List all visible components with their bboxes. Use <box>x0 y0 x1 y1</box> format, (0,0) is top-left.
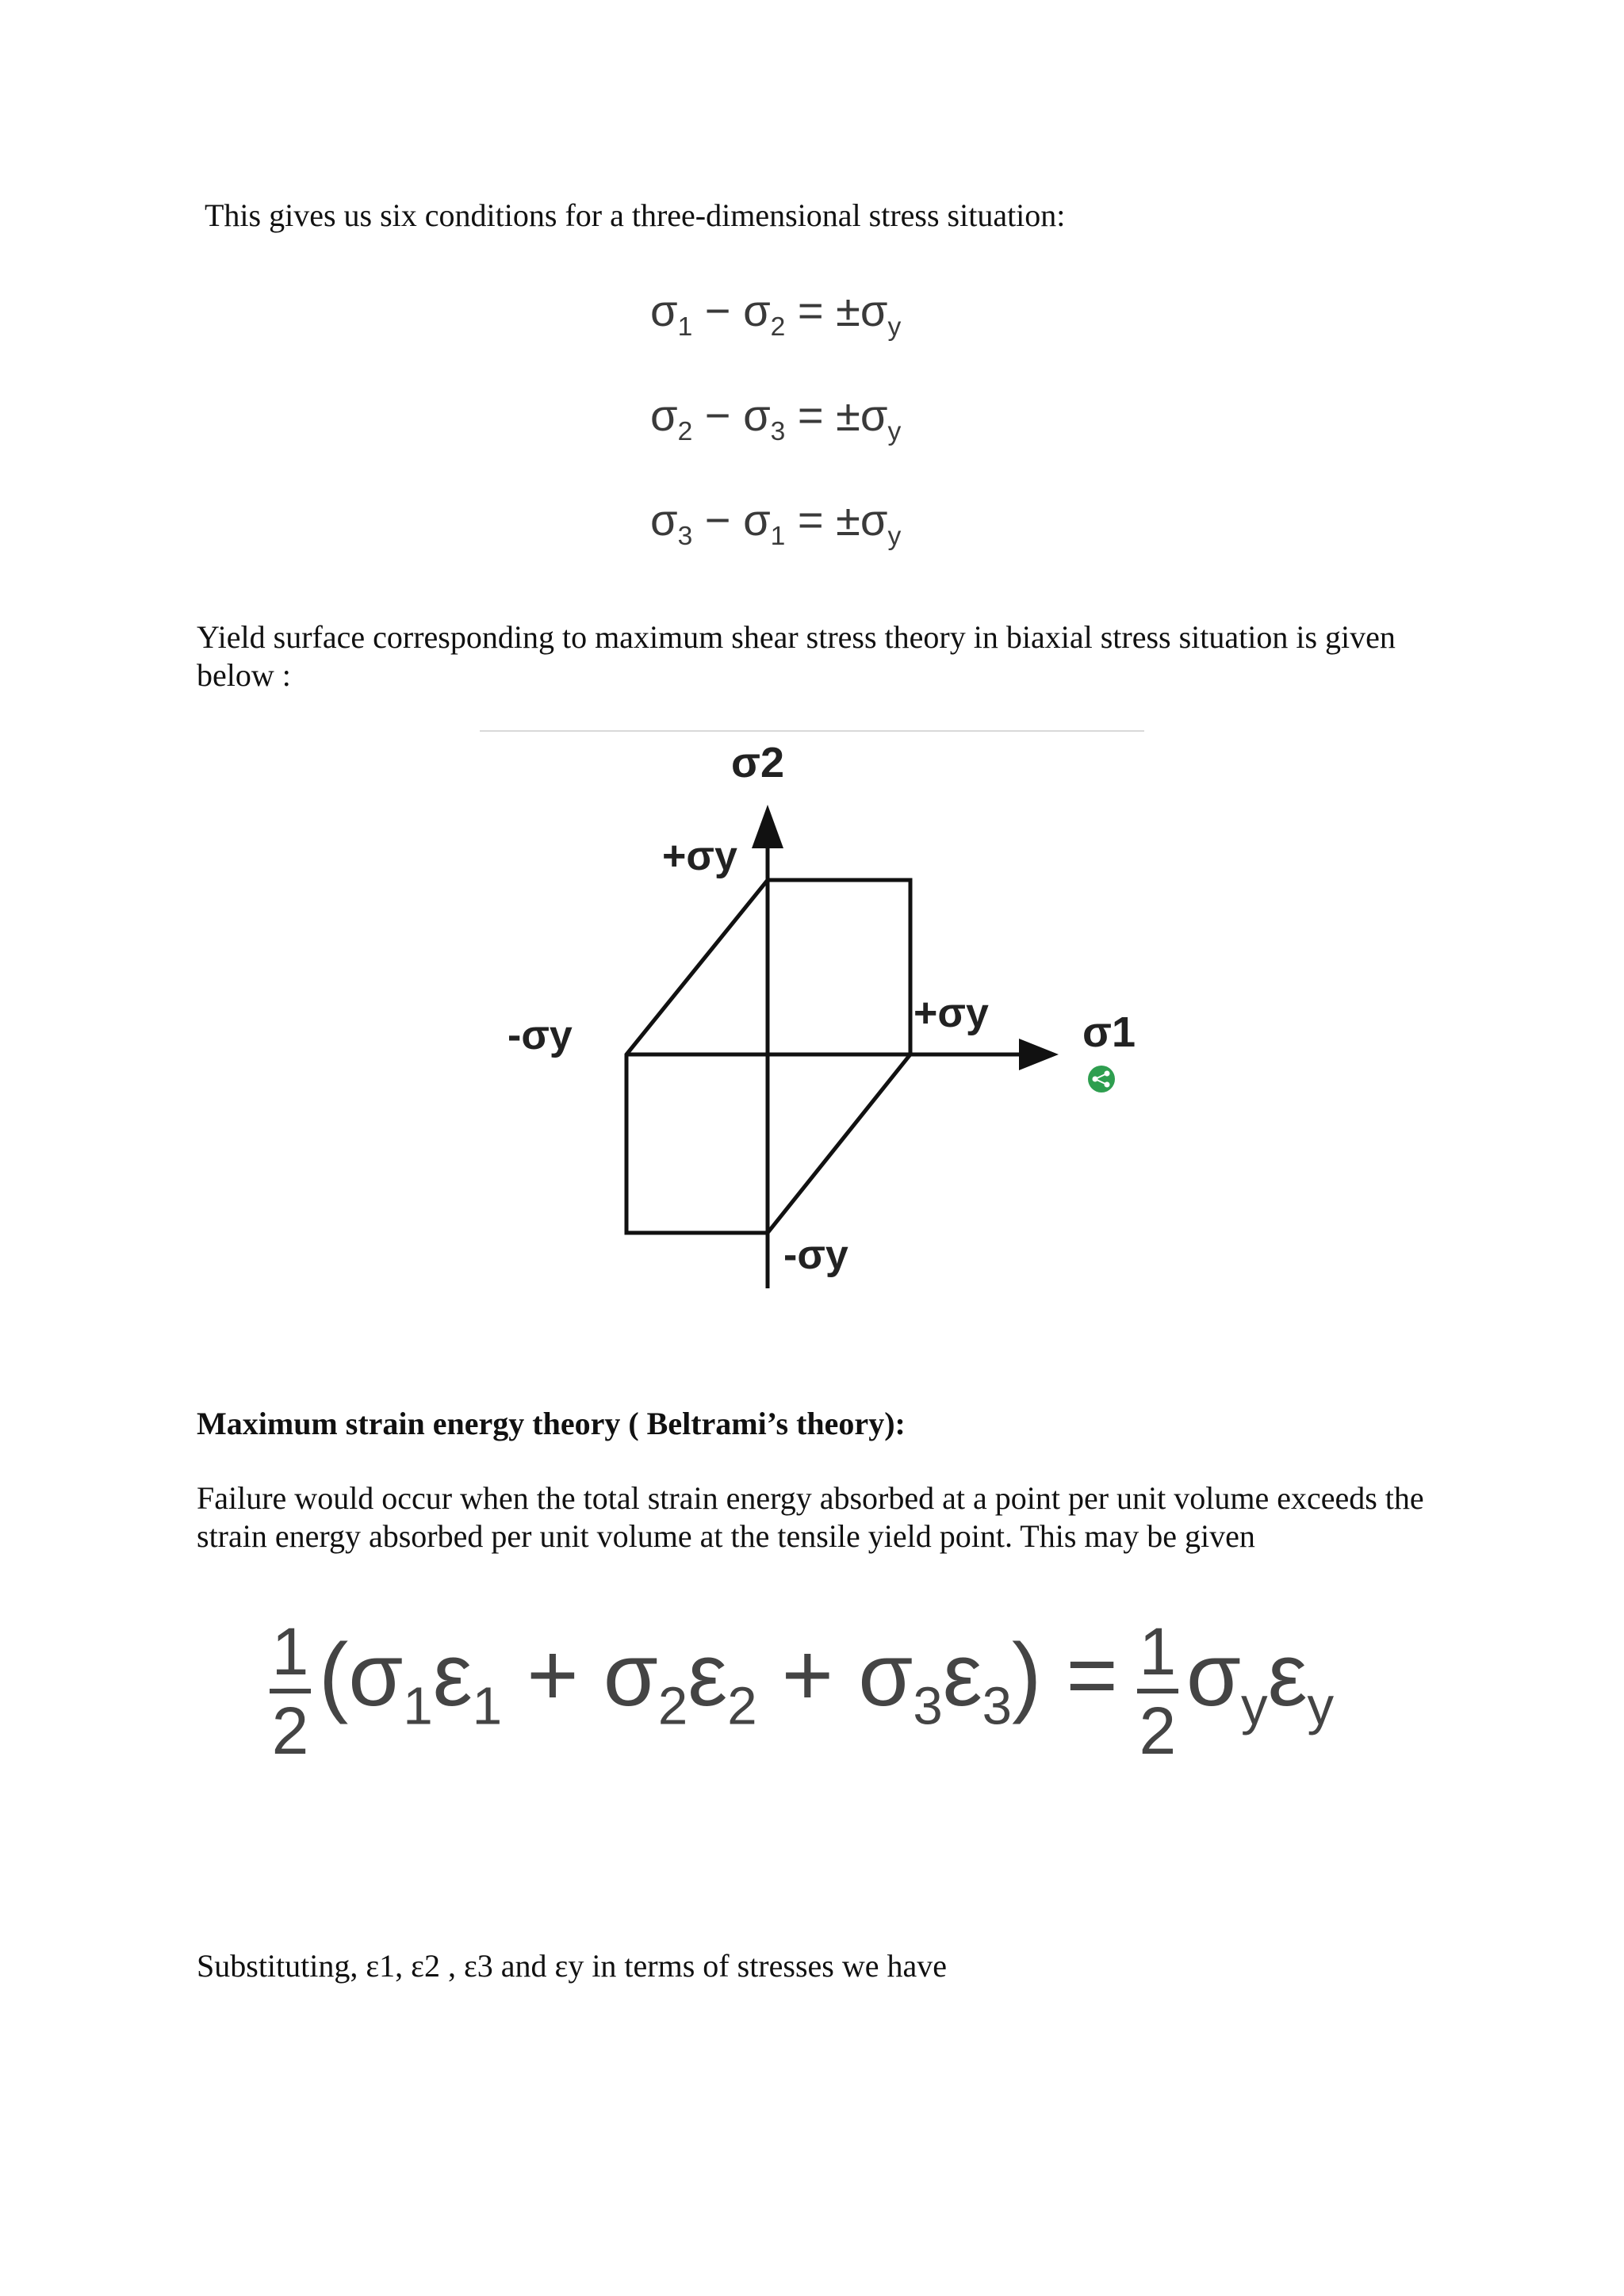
plus-sigma-y-top-label: +σy <box>662 833 737 879</box>
lhs-fraction: 1 2 <box>270 1617 311 1765</box>
share-icon-badge <box>1088 1066 1115 1093</box>
minus-sigma-y-left-label: -σy <box>508 1012 573 1058</box>
strain-energy-equation <box>262 1614 1335 1768</box>
failure-paragraph: Failure would occur when the total strain energy absorbed at a point per unit volume exceeds the strain energy absorbed per unit volume at the tensile yield point. This may be given <box>197 1480 1424 1554</box>
sigma1-axis-label: σ1 <box>1082 1008 1136 1056</box>
substituting-paragraph: Substituting, ε1, ε2 , ε3 and εy in terms of stresses we have <box>197 1948 947 1984</box>
lhs-expression: $(\sigma_1\varepsilon_1 + \sigma_2\varepsilon_2 + \sigma_3\varepsilon_3)$ = <box>319 1625 1118 1736</box>
equation-1: $\sigma_1 - \sigma_2 = \pm\sigma_y$ <box>650 285 902 342</box>
equation-3: $\sigma_3 - \sigma_1 = \pm\sigma_y$ <box>650 495 902 551</box>
figure-divider <box>480 730 1144 732</box>
rhs-fraction: 1 2 <box>1137 1617 1178 1765</box>
sigma1-arrowhead <box>1019 1039 1059 1070</box>
sigma2-arrowhead <box>752 805 783 848</box>
yield-surface-paragraph: Yield surface corresponding to maximum shear stress theory in biaxial stress situation is given below : <box>197 619 1396 693</box>
section-heading: Maximum strain energy theory ( Beltrami’s theory): <box>197 1406 906 1441</box>
equation-2: $\sigma_2 - \sigma_3 = \pm\sigma_y$ <box>650 390 902 446</box>
rhs-expression: $\sigma_y\varepsilon_y$ <box>1185 1625 1335 1736</box>
yield-surface-diagram <box>476 733 1142 1304</box>
intro-paragraph: This gives us six conditions for a three-dimensional stress situation: <box>205 197 1066 233</box>
sigma2-axis-label: σ2 <box>731 739 784 786</box>
share-icon[interactable] <box>1088 1066 1115 1093</box>
plus-sigma-y-right-label: +σy <box>914 990 989 1036</box>
minus-sigma-y-bottom-label: -σy <box>783 1232 848 1278</box>
